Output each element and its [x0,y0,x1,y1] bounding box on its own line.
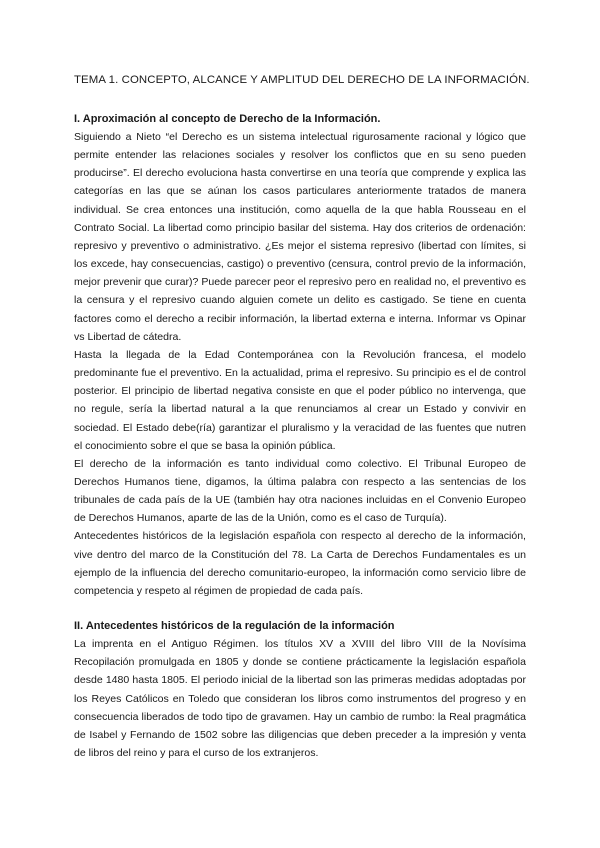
section-aproximacion [74,111,526,600]
paragraph: El derecho de la información es tanto individual como colectivo. El Tribunal Europeo de Derechos Humanos tiene, digamos, la última palabra con respecto a las sentencias de los tribunales de cada país de la UE (también hay otra naciones incluidas en el Convenio Europeo de Derechos Humanos, aparte de las de la Unión, como es el caso de Turquía). [74,457,526,525]
paragraph: La imprenta en el Antiguo Régimen. los títulos XV a XVIII del libro VIII de la Novísima Recopilación promulgada en 1805 y donde se contiene prácticamente la legislación española desde 1480 hasta 1805. El periodo inicial de la libertad son las primeras medidas adoptadas por los Reyes Católicos en Toledo que consideran los libros como instrumentos del progreso y en consecuencia liberados de todo tipo de gravamen. Hay un cambio de rumbo: la Real pragmática de Isabel y Fernando de 1502 sobre las diligencias que deben preceder a la impresión y venta de libros del reino y para el curso de los extranjeros. [74,638,526,759]
paragraph: Antecedentes históricos de la legislación española con respecto al derecho de la información, vive dentro del marco de la Constitución del 78. La Carta de Derechos Fundamentales es un ejemplo de la influencia del derecho comunitario-europeo, la información como servicio libre de competencia y respeto al régimen de propiedad de cada país. [74,530,526,597]
section-heading: I. Aproximación al concepto de Derecho de la Información. [74,113,381,125]
section-heading: II. Antecedentes históricos de la regulación de la información [74,620,395,633]
paragraph: Hasta la llegada de la Edad Contemporánea con la Revolución francesa, el modelo predominante fue el preventivo. En la actualidad, prima el represivo. Su principio es el de control posterior. El principio de libertad negativa consiste en que el poder público no intervenga, que no regule, sería la libertad natural a la que renunciamos al crear un Estado y convivir en sociedad. El Estado debe(ría) garantizar el pluralismo y la veracidad de las fuentes que nutren el conocimiento sobre el que se basa la opinión pública. [74,348,526,452]
paragraph: Siguiendo a Nieto “el Derecho es un sistema intelectual rigurosamente racional y lógico que permite entender las relaciones sociales y resolver los conflictos que en su seno pueden producirse”. El derecho evoluciona hasta convertirse en una teoría que comprende y explica las categorías en las que se aúnan los casos particulares anteriormente tratados de manera individual. Se crea entonces una institución, como aquella de la que habla Rousseau en el Contrato Social. La libertad como principio basilar del sistema. Hay dos criterios de ordenación: represivo y preventivo o administrativo. ¿Es mejor el sistema represivo (libertad con límites, si los excede, hay consecuencias, castigo) o preventivo (censura, control previo de la información, mejor prevenir que curar)? Puede parecer peor el represivo pero en realidad no, el preventivo es la censura y el represivo cuando alguien comete un delito es castigado. Se tiene en cuenta factores como el derecho a recibir información, la libertad externa e interna. Informar vs Opinar vs Libertad de cátedra. [74,131,526,343]
document-title: TEMA 1. CONCEPTO, ALCANCE Y AMPLITUD DEL DERECHO DE LA INFORMACIÓN. [74,74,530,86]
section-antecedentes [74,618,526,762]
